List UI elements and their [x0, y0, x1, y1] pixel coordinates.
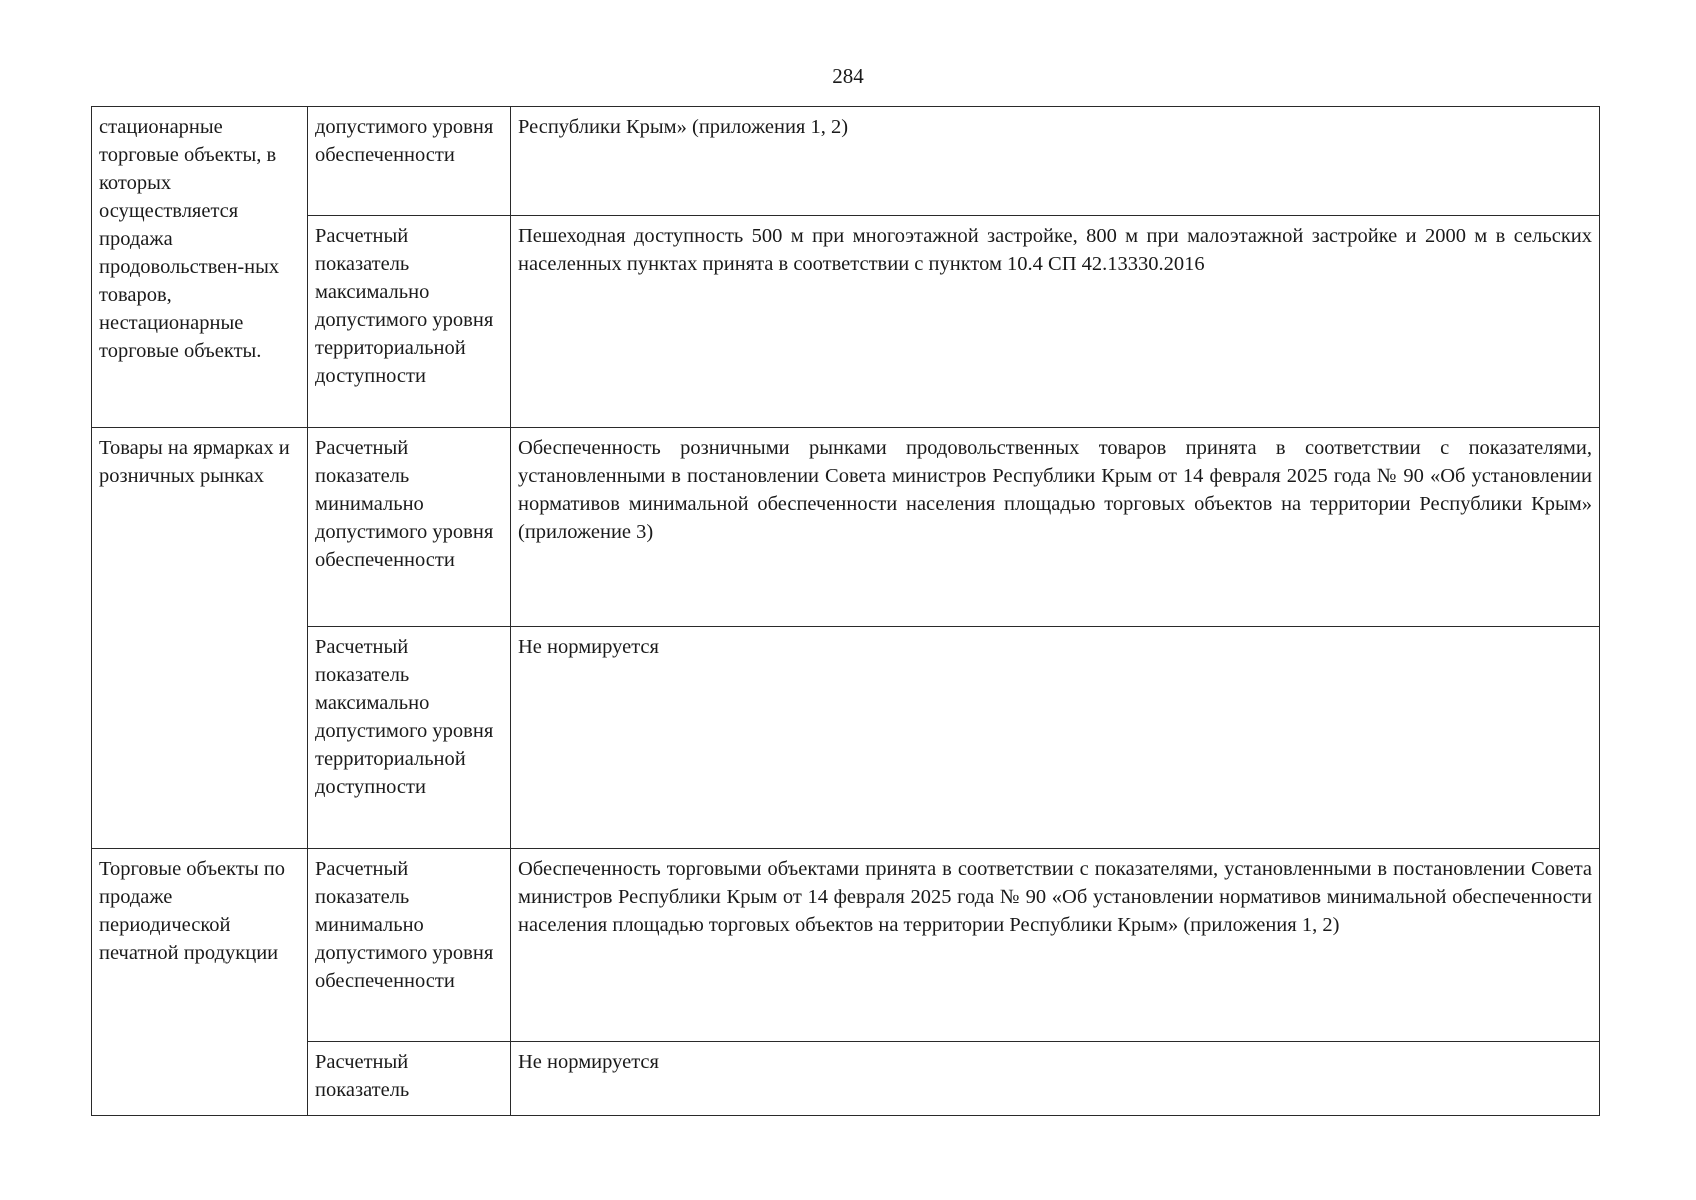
value-cell: Республики Крым» (приложения 1, 2) — [511, 107, 1600, 216]
category-cell: Торговые объекты по продаже периодической печатной продукции — [92, 849, 308, 1116]
indicator-cell: допустимого уровня обеспеченности — [308, 107, 511, 216]
indicator-cell: Расчетный показатель максимально допустимого уровня территориальной доступности — [308, 216, 511, 428]
page-number: 284 — [832, 64, 864, 88]
value-cell: Не нормируется — [511, 627, 1600, 849]
standards-table — [91, 106, 1600, 1116]
indicator-cell: Расчетный показатель — [308, 1042, 511, 1116]
value-cell: Обеспеченность розничными рынками продовольственных товаров принята в соответствии с показателями, установленными в постановлении Совета министров Республики Крым от 14 февраля 2025 года № 90 «Об установлении нормативов минимальной обеспеченности населения площадью торговых объектов на территории Республики Крым» (приложение 3) — [511, 428, 1600, 627]
value-cell: Пешеходная доступность 500 м при многоэтажной застройке, 800 м при малоэтажной застройке и 2000 м в сельских населенных пунктах принята в соответствии с пунктом 10.4 СП 42.13330.2016 — [511, 216, 1600, 428]
category-cell: Товары на ярмарках и розничных рынках — [92, 428, 308, 849]
table-row — [92, 107, 1600, 216]
category-cell: стационарные торговые объекты, в которых осуществляется продажа продовольствен-ных товаров, нестационарные торговые объекты. — [92, 107, 308, 428]
table-row — [92, 428, 1600, 627]
table-row — [92, 849, 1600, 1042]
table-row — [92, 1042, 1600, 1116]
indicator-cell: Расчетный показатель минимально допустимого уровня обеспеченности — [308, 849, 511, 1042]
value-cell: Обеспеченность торговыми объектами принята в соответствии с показателями, установленными в постановлении Совета министров Республики Крым от 14 февраля 2025 года № 90 «Об установлении нормативов минимальной обеспеченности населения площадью торговых объектов на территории Республики Крым» (приложения 1, 2) — [511, 849, 1600, 1042]
table-row — [92, 627, 1600, 849]
indicator-cell: Расчетный показатель минимально допустимого уровня обеспеченности — [308, 428, 511, 627]
indicator-cell: Расчетный показатель максимально допустимого уровня территориальной доступности — [308, 627, 511, 849]
table-row — [92, 216, 1600, 428]
value-cell: Не нормируется — [511, 1042, 1600, 1116]
